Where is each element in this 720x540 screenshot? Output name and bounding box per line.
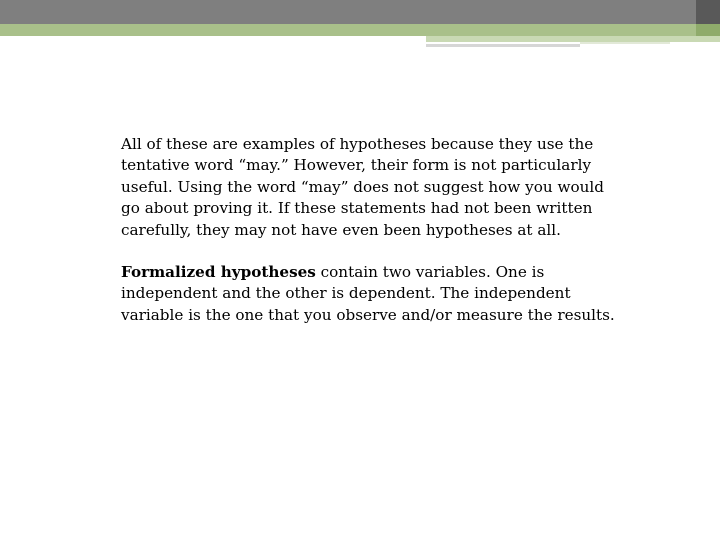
header-band-green-edge <box>696 24 720 36</box>
slide-body <box>121 134 626 326</box>
header-band-dark-edge <box>696 0 720 24</box>
header-accent-line-pale <box>580 42 670 44</box>
paragraph-formalized-hypotheses <box>121 262 626 326</box>
term-formalized-hypotheses: Formalized hypotheses <box>121 263 316 282</box>
header-band-green-light <box>426 36 720 42</box>
header-accent-line-gray <box>426 44 580 47</box>
paragraph-formalized-hypotheses-text: contain two variables. One is independent and the other is dependent. The independent variable is the one that you observe and/or measure the results. <box>121 263 615 324</box>
header-band-green <box>0 24 720 36</box>
header-band-dark <box>0 0 720 24</box>
paragraph-hypotheses-examples: All of these are examples of hypotheses because they use the tentative word “may.” However, their form is not particularly useful. Using the word “may” does not suggest how you would go about proving it. If these statements had not been written carefully, they may not have even been hypotheses at all. <box>121 135 604 239</box>
